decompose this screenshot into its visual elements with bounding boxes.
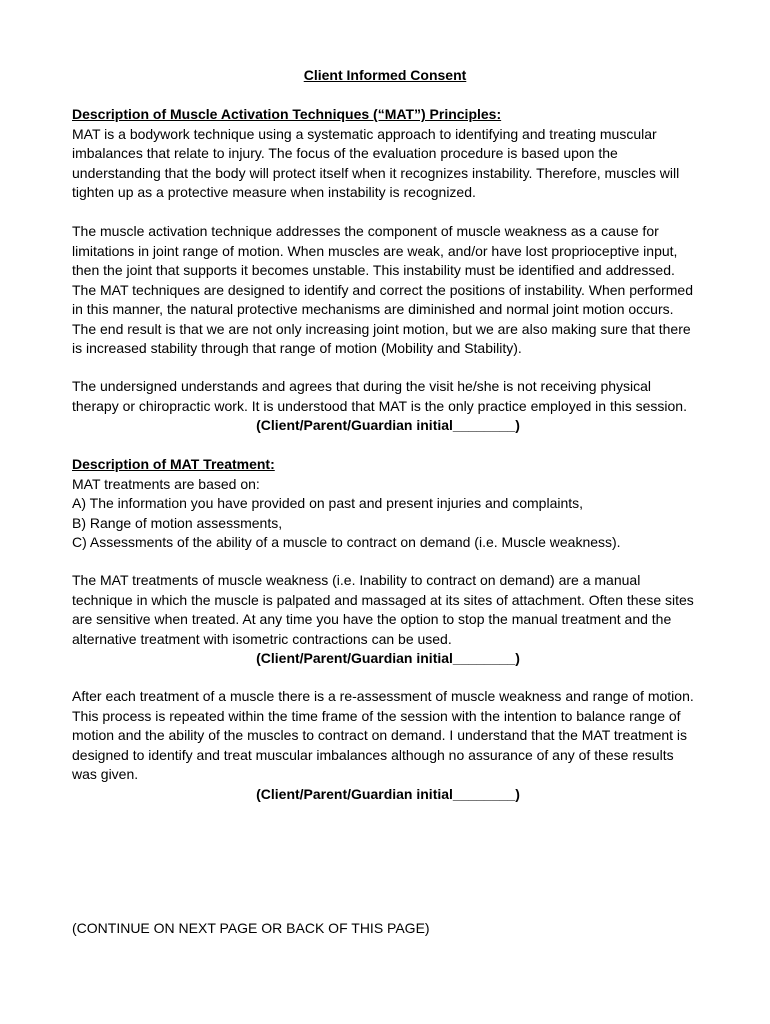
section-principles-agreement: [72, 377, 700, 436]
section-treatment-reassessment: [72, 687, 700, 804]
treatment-item-a: A) The information you have provided on past and present injuries and complaints,: [72, 495, 584, 511]
section-treatment: [72, 455, 700, 553]
principles-paragraph-2: The muscle activation technique addresses the component of muscle weakness as a cause for limitations in joint range of motion. When muscles are weak, and/or have lost proprioceptive input, then the joint that supports it becomes unstable. This instability must be identified and addressed. The MAT techniques are designed to identify and correct the positions of instability. When performed in this manner, the natural protective mechanisms are diminished and normal joint motion occurs. The end result is that we are not only increasing joint motion, but we are also making sure that there is increased stability through that range of motion (Mobility and Stability).: [72, 223, 693, 356]
section-principles: [72, 105, 700, 203]
section-treatment-manual: [72, 571, 700, 669]
section-heading-principles: Description of Muscle Activation Techniques (“MAT”) Principles:: [72, 106, 502, 122]
document-title: Client Informed Consent: [303, 67, 467, 83]
treatment-item-c: C) Assessments of the ability of a muscle to contract on demand (i.e. Muscle weakness).: [72, 534, 621, 550]
treatment-paragraph-2: After each treatment of a muscle there is a re-assessment of muscle weakness and range of motion. This process is repeated within the time frame of the session with the intention to balance range of motion and the ability of the muscles to contract on demand. I understand that the MAT treatment is designed to identify and treat muscular imbalances although no assurance of any of these results was given.: [72, 688, 694, 782]
initial-line-1: (Client/Parent/Guardian initial________): [256, 417, 520, 433]
initial-line-3: (Client/Parent/Guardian initial________): [256, 785, 520, 802]
principles-paragraph-3: The undersigned understands and agrees that during the visit he/she is not receiving physical therapy or chiropractic work. It is understood that MAT is the only practice employed in this session.: [72, 378, 687, 414]
section-heading-treatment: Description of MAT Treatment:: [72, 456, 275, 472]
treatment-intro: MAT treatments are based on:: [72, 475, 260, 492]
treatment-item-b: B) Range of motion assessments,: [72, 514, 283, 531]
continue-footer: (CONTINUE ON NEXT PAGE OR BACK OF THIS PAGE): [72, 920, 430, 936]
initial-line-2: (Client/Parent/Guardian initial________): [256, 650, 520, 666]
principles-paragraph-1: MAT is a bodywork technique using a systematic approach to identifying and treating muscular imbalances that relate to injury. The focus of the evaluation procedure is based upon the understanding that the body will protect itself when it recognizes instability. Therefore, muscles will tighten up as a protective measure when instability is recognized.: [72, 125, 680, 200]
treatment-paragraph-1: The MAT treatments of muscle weakness (i.e. Inability to contract on demand) are a manual technique in which the muscle is palpated and massaged at its sites of attachment. Often these sites are sensitive when treated. At any time you have the option to stop the manual treatment and the alternative treatment with isometric contractions can be used.: [72, 572, 694, 647]
section-principles-continued: [72, 222, 700, 359]
